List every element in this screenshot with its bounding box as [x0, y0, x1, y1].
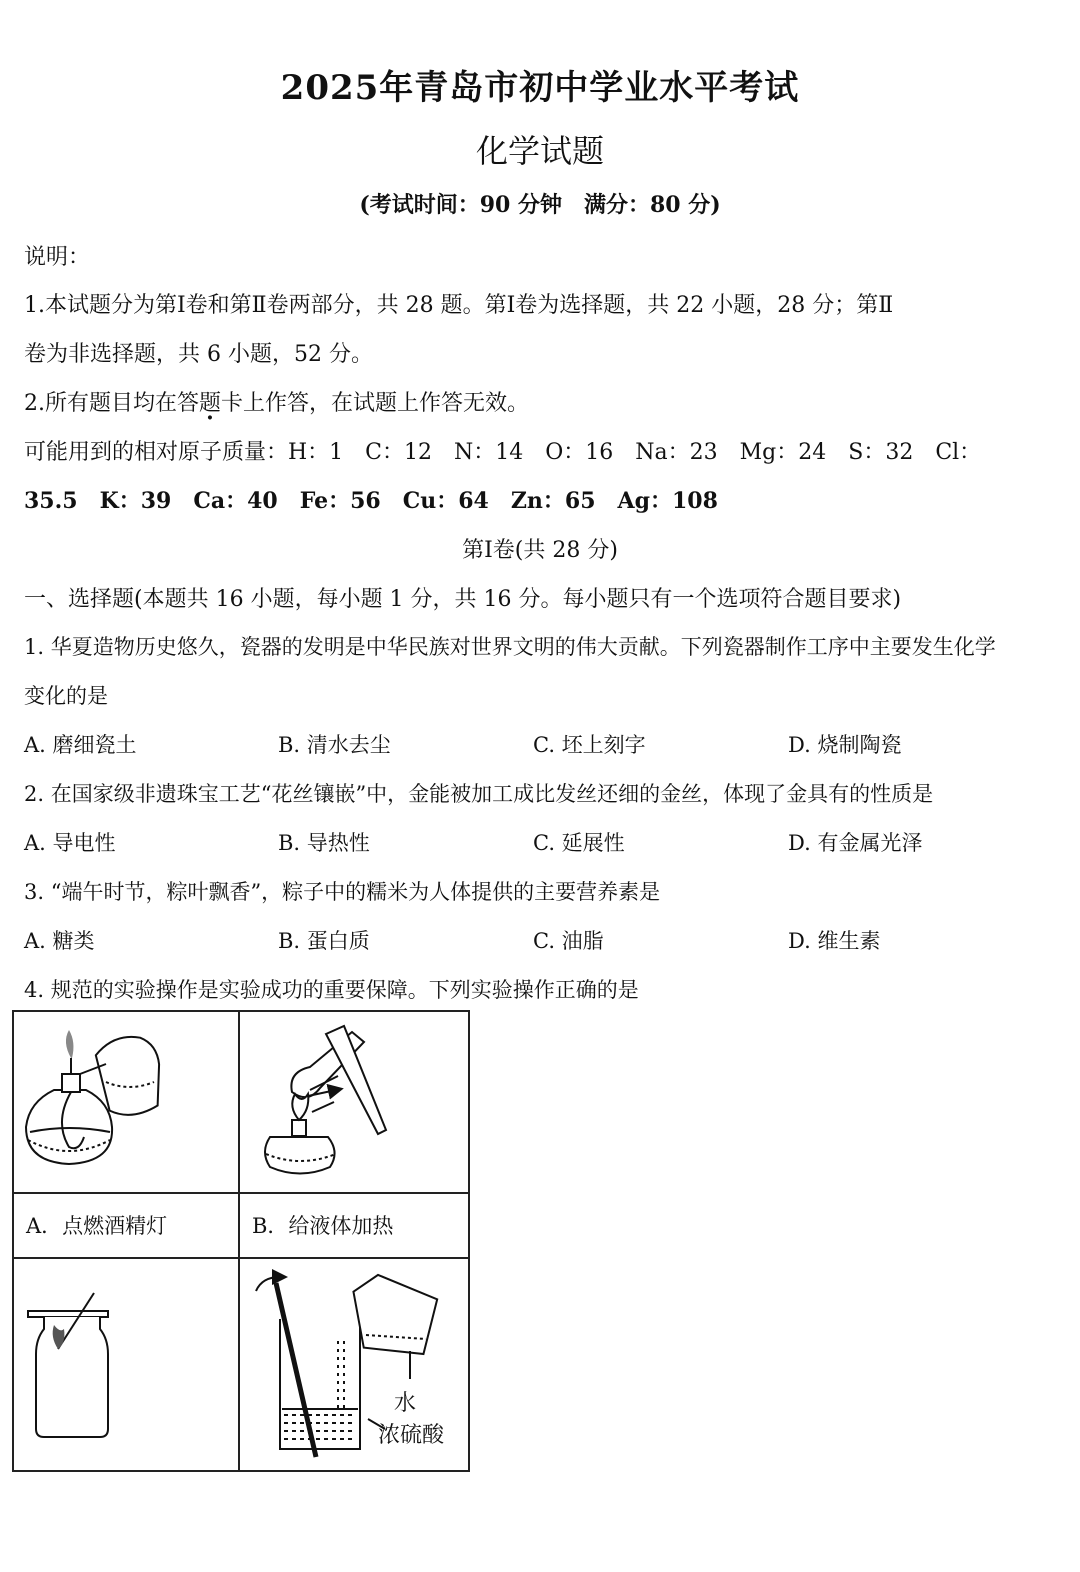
- q2-option-d: D. 有金属光泽: [788, 831, 923, 855]
- instruction-item-2: [24, 386, 529, 417]
- match-in-bottle-illustration: [14, 1259, 238, 1470]
- instruction-item-2-after: 上作答，在试题上作答无效。: [243, 391, 530, 416]
- q4-label-water: 水: [394, 1391, 417, 1416]
- section-title: 第Ⅰ卷(共 28 分): [462, 538, 618, 563]
- exam-subtitle: 化学试题: [475, 132, 604, 170]
- q4-caption-b: B．给液体加热: [252, 1214, 394, 1238]
- question-1-stem-cont: 变化的是: [24, 684, 108, 708]
- instruction-item-1: 1.本试题分为第Ⅰ卷和第Ⅱ卷两部分，共 28 题。第Ⅰ卷为选择题，共 22 小题，28 分；第Ⅱ: [24, 293, 894, 318]
- atomic-masses-line-2: 35.5 K：39 Ca：40 Fe：56 Cu：64 Zn：65 Ag：108: [24, 488, 718, 514]
- atomic-masses-line-1: 可能用到的相对原子质量：H：1 C：12 N：14 O：16 Na：23 Mg：24 S：32 Cl：: [24, 440, 982, 465]
- lighting-alcohol-lamp-illustration: [14, 1012, 238, 1192]
- heating-liquid-illustration: [240, 1012, 468, 1192]
- q3-option-c: C. 油脂: [533, 929, 604, 953]
- q1-option-b: B. 清水去尘: [278, 733, 391, 757]
- q1-option-d: D. 烧制陶瓷: [788, 733, 902, 757]
- question-1-stem: 1. 华夏造物历史悠久，瓷器的发明是中华民族对世界文明的伟大贡献。下列瓷器制作工序中主要发生化学: [24, 635, 996, 659]
- q1-option-a: A. 磨细瓷土: [24, 733, 137, 757]
- instructions-heading: 说明：: [24, 245, 91, 270]
- part-heading: 一、选择题(本题共 16 小题，每小题 1 分，共 16 分。每小题只有一个选项符合题目要求): [24, 587, 902, 612]
- q3-option-a: A. 糖类: [24, 929, 95, 953]
- answer-sheet-emphasis: 答题卡: [177, 391, 244, 416]
- exam-info: (考试时间：90 分钟 满分：80 分): [359, 192, 721, 218]
- q4-figure-table: [12, 1010, 470, 1472]
- q2-option-c: C. 延展性: [533, 831, 625, 855]
- q4-label-sulfuric-acid: 浓硫酸: [378, 1423, 445, 1448]
- q2-option-a: A. 导电性: [24, 831, 116, 855]
- q3-option-d: D. 维生素: [788, 929, 881, 953]
- question-2-stem: 2. 在国家级非遗珠宝工艺“花丝镶嵌”中，金能被加工成比发丝还细的金丝，体现了金具有的性质是: [24, 782, 934, 806]
- q4-caption-a: A．点燃酒精灯: [26, 1214, 168, 1238]
- q2-option-b: B. 导热性: [278, 831, 370, 855]
- exam-title: 2025年青岛市初中学业水平考试: [280, 68, 800, 108]
- q3-option-b: B. 蛋白质: [278, 929, 370, 953]
- table-divider-row-1: [14, 1192, 468, 1194]
- instruction-item-2-before: 2.所有题目均在: [24, 391, 177, 416]
- question-3-stem: 3. “端午时节，粽叶飘香”，粽子中的糯米为人体提供的主要营养素是: [24, 880, 661, 904]
- question-4-stem: 4. 规范的实验操作是实验成功的重要保障。下列实验操作正确的是: [24, 978, 639, 1002]
- q1-option-c: C. 坯上刻字: [533, 733, 646, 757]
- instruction-item-1-cont: 卷为非选择题，共 6 小题，52 分。: [24, 342, 373, 367]
